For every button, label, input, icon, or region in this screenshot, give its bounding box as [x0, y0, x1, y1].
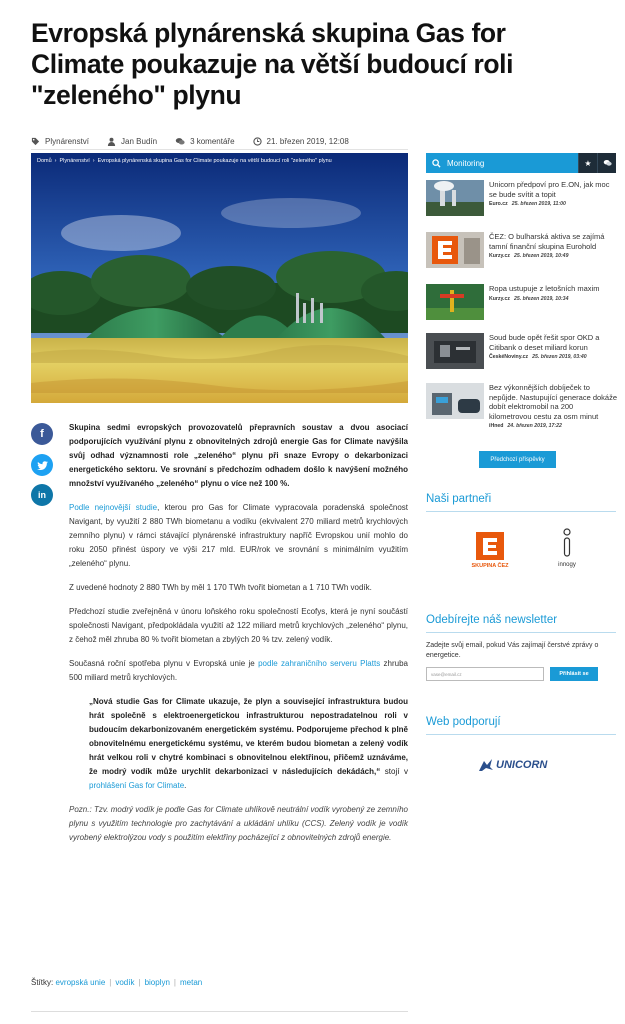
newsletter-heading: Odebírejte náš newsletter	[426, 614, 558, 626]
news-date: 24. březen 2019, 17:22	[507, 423, 562, 429]
comments-icon	[603, 159, 612, 167]
meta-divider	[31, 149, 408, 150]
meta-date	[253, 137, 349, 146]
news-title[interactable]: Bez výkonnějších dobíječek to nepůjde. Nastupující generace dokáže dobít elektromobil na 200 kilometrovou cestu za osm minut	[489, 383, 618, 421]
news-date: 25. březen 2019, 10:49	[513, 253, 569, 259]
comment-icon	[175, 137, 185, 146]
article-title: Evropská plynárenská skupina Gas for Climate poukazuje na větší budoucí roli "zeleného" plynu	[31, 18, 514, 110]
news-source-name: iHned	[489, 423, 504, 429]
newsletter-divider	[426, 632, 616, 633]
meta-author-label: Jan Budín	[121, 136, 158, 146]
search-icon	[432, 159, 441, 168]
innogy-label: innogy	[558, 562, 576, 568]
hero-image	[31, 153, 408, 403]
twitter-icon	[37, 461, 48, 470]
share-twitter-button[interactable]	[31, 454, 53, 476]
article-quote	[69, 695, 408, 793]
unicorn-logo[interactable]	[478, 758, 547, 772]
star-icon: ★	[584, 158, 592, 168]
monitoring-tab[interactable]	[432, 159, 578, 168]
partner-innogy[interactable]	[545, 528, 589, 574]
news-item[interactable]	[426, 180, 618, 228]
tag-separator: |	[138, 978, 141, 987]
tags-label: Štítky:	[31, 978, 54, 987]
tag-icon	[31, 137, 40, 146]
unicorn-icon	[478, 758, 494, 772]
meta-category-label: Plynárenství	[45, 136, 90, 146]
news-source-name: Kurzy.cz	[489, 253, 510, 259]
news-item[interactable]	[426, 232, 618, 280]
breadcrumb-home[interactable]: Domů	[37, 158, 52, 164]
paragraph-text: Současná roční spotřeba plynu v Evropská unie je	[69, 659, 259, 668]
breadcrumb	[37, 158, 335, 164]
tag-link[interactable]: metan	[180, 978, 203, 987]
quote-source-text: stojí v	[380, 767, 409, 776]
article-paragraph: Z uvedené hodnoty 2 880 TWh by měl 1 170 TWh tvořit biometan a 1 710 TWh vodík.	[69, 583, 372, 592]
partner-cez[interactable]	[460, 532, 520, 576]
news-source-name: Euro.cz	[489, 201, 508, 207]
news-date: 25. březen 2019, 10:34	[513, 295, 569, 302]
share-facebook-button[interactable]	[31, 423, 53, 445]
meta-comments-label: 3 komentáře	[190, 136, 235, 146]
user-icon	[107, 137, 116, 146]
partners-divider	[426, 511, 616, 512]
article-meta	[31, 134, 367, 148]
news-thumbnail	[426, 232, 484, 268]
partners-heading: Naši partneři	[426, 493, 492, 505]
facebook-icon: f	[40, 428, 44, 440]
share-linkedin-button[interactable]	[31, 484, 53, 506]
supporters-heading: Web podporují	[426, 716, 501, 728]
quote-text: „Nová studie Gas for Climate ukazuje, že plyn a související infrastruktura budou hrát společně s elektroenergetickou infrastrukturou nepostradatelnou roli v budoucím dekarbonizovaném energetickém systému. Podporujeme přechod k plně obnovitelnému energetickému systému, ve kterém budou biometan a zelený vodík hrát velkou roli v chytré kombinaci s obnovitelnou elektřinou, přičemž uznáváme, že modrý vodík může urychlit dekarbonizaci v následujících dekádách,“	[89, 697, 408, 776]
meta-category[interactable]	[31, 137, 89, 146]
article-lead: Skupina sedmi evropských provozovatelů přepravních soustav a dvou asociací podporujících využívání plynu z obnovitelných zdrojů energie Gas for Climate navýšila svůj odhad významnosti role „zeleného“ plynu při snaze Evropy o dekarbonizaci energetického sektoru. Ve srovnání s předchozím odhadem došlo k navýšení možného množství využívaného „zeleného“ plynu o více než 100 %.	[69, 423, 408, 488]
news-thumbnail	[426, 284, 484, 320]
breadcrumb-separator: ›	[54, 158, 57, 164]
paragraph-text: , kterou pro Gas for Climate vypracovala poradenská společnost Navigant, by využití 2 880 TWh biometanu a vodíku (ekvivalent 270 miliard metrů krychlových zemního plynu) v rámci stávající plynárenské infrastruktury napříč Evropskou unií mohlo do roku 2050 přinést úspory ve výši 217 mld. EUR/rok ve srovnání s minimálním využitím „zeleného“ plynu.	[69, 503, 408, 568]
news-source	[489, 423, 617, 429]
news-source	[489, 201, 617, 207]
monitoring-label: Monitoring	[447, 158, 485, 168]
tag-link[interactable]: vodík	[115, 978, 135, 987]
cez-logo	[476, 532, 504, 560]
news-source-name: ČeskéNoviny.cz	[489, 354, 529, 360]
clock-icon	[253, 137, 262, 146]
tag-separator: |	[109, 978, 112, 987]
news-thumbnail	[426, 333, 484, 369]
tag-link[interactable]: bioplyn	[144, 978, 170, 987]
article-paragraph	[69, 501, 408, 571]
news-item[interactable]	[426, 383, 618, 431]
news-source	[489, 354, 617, 360]
news-item[interactable]	[426, 284, 618, 332]
article-body	[69, 421, 408, 855]
article-note: Pozn.: Tzv. modrý vodík je podle Gas for Climate uhlíkově neutrální vodík vyrobený ze zemního plynu s využitím technologie pro zachytávání a ukládání uhlíku (CCS). Zelený vodík je vodík vyrobený elektrolýzou vody s použitím elektřiny pocházející z obnovitelných zdrojů energie.	[69, 805, 408, 842]
study-link[interactable]: Podle nejnovější studie	[69, 503, 158, 512]
innogy-logo	[560, 528, 574, 560]
unicorn-label: UNICORN	[496, 759, 548, 771]
statement-link[interactable]: prohlášení Gas for Climate	[89, 781, 185, 790]
monitoring-header	[426, 153, 616, 173]
meta-author[interactable]	[107, 137, 157, 146]
newsletter-email-input[interactable]: vase@email.cz	[426, 667, 544, 681]
quote-source-end: .	[184, 781, 187, 790]
news-thumbnail	[426, 383, 484, 419]
meta-comments[interactable]	[175, 137, 234, 146]
news-date: 25. březen 2019, 11:00	[511, 201, 566, 207]
paragraph-text: zhruba 500 miliard metrů krychlových.	[69, 659, 409, 682]
article-bottom-divider	[31, 1011, 408, 1012]
breadcrumb-current: Evropská plynárenská skupina Gas for Climate poukazuje na větší budoucí roli "zeleného" plynu	[97, 158, 332, 164]
supporters-divider	[426, 734, 616, 735]
news-source	[489, 253, 617, 259]
news-title[interactable]: Unicorn předpoví pro E.ON, jak moc se bude svítit a topit	[489, 180, 610, 199]
tag-link[interactable]: evropská unie	[55, 978, 106, 987]
news-title[interactable]: Ropa ustupuje z letošních maxim	[489, 284, 600, 293]
newsletter-text: Zadejte svůj email, pokud Vás zajímají čerstvé zprávy o energetice.	[426, 642, 599, 659]
news-date: 25. březen 2019, 03:40	[532, 354, 587, 360]
biogas-plant-illustration	[31, 153, 408, 403]
meta-date-label: 21. březen 2019, 12:08	[266, 136, 349, 146]
article-paragraph	[69, 657, 408, 685]
news-title[interactable]: ČEZ: O bulharská aktiva se zajímá tamní finanční skupina Eurohold	[489, 232, 605, 251]
platts-link[interactable]: podle zahraničního serveru Platts	[258, 659, 381, 668]
news-source	[489, 296, 617, 302]
favorites-button[interactable]	[578, 153, 597, 173]
news-thumbnail	[426, 180, 484, 216]
news-title[interactable]: Soud bude opět řešit spor OKD a Citibank o deset miliard korun	[489, 333, 600, 352]
news-source-name: Kurzy.cz	[489, 295, 510, 302]
comments-button[interactable]	[597, 153, 616, 173]
tag-separator: |	[173, 978, 176, 987]
news-item[interactable]	[426, 333, 618, 381]
article-paragraph: Předchozí studie zveřejněná v únoru loňského roku společností Ecofys, která je nyní součástí společnosti Navigant, předpokládala využití až 122 miliard metrů krychlových „zeleného“ plynu, z čehož měl zhruba 80 % tvořit biometan a zbylých 20 % tzv. zelený vodík.	[69, 607, 408, 644]
breadcrumb-category[interactable]: Plynárenství	[59, 158, 90, 164]
previous-posts-button[interactable]: Předchozí příspěvky	[479, 451, 556, 468]
cez-label: SKUPINA ČEZ	[471, 563, 509, 569]
newsletter-subscribe-button[interactable]: Přihlásit se	[550, 667, 598, 681]
linkedin-icon: in	[38, 490, 46, 500]
tags-list	[31, 978, 202, 987]
breadcrumb-separator: ›	[92, 158, 95, 164]
